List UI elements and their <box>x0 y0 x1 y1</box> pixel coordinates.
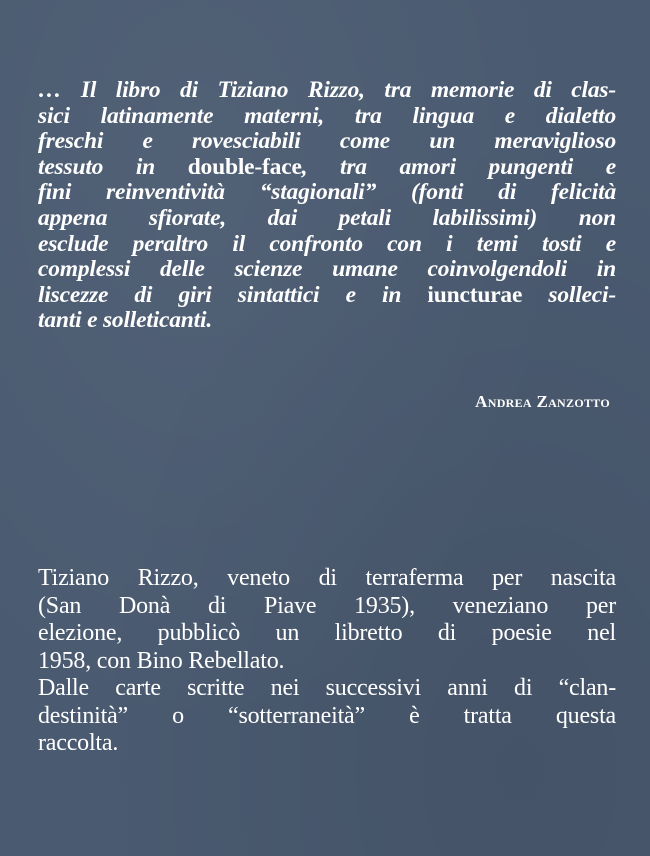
quote-text: sici latinamente materni, tra lingua e dialetto <box>38 102 616 129</box>
quote-line <box>38 232 616 258</box>
quote-line <box>38 180 616 206</box>
quote-line <box>38 206 616 232</box>
quote-author: Andrea Zanzotto <box>475 392 610 411</box>
quote-text: liscezze di giri sintattici e in <box>38 281 428 308</box>
quote-text: tessuto in <box>38 153 188 180</box>
quote-text: solleci- <box>522 281 616 308</box>
bio-line: (San Donà di Piave 1935), veneziano per <box>38 592 616 619</box>
bio-line: destinità” o “sotterraneità” è tratta questa <box>38 702 616 729</box>
quote-line <box>38 104 616 130</box>
quote-text: fini reinventività “stagionali” (fonti di felicità <box>38 179 616 206</box>
bio-line: elezione, pubblicò un libretto di poesie nel <box>38 620 616 646</box>
quote-block <box>38 78 616 334</box>
quote-text: freschi e rovesciabili come un meraviglioso <box>38 128 616 155</box>
quote-text: tanti e solleticanti. <box>38 307 213 334</box>
quote-upright-term: double-face <box>187 153 302 180</box>
bio-line: raccolta. <box>38 730 119 756</box>
quote-text: appena sfiorate, dai petali labilissimi) non <box>38 204 616 231</box>
author-bio <box>38 565 616 758</box>
quote-text: esclude peraltro il confronto con i temi tosti e <box>38 230 616 257</box>
quote-line <box>38 283 616 309</box>
quote-line <box>38 308 616 334</box>
bio-line: Dalle carte scritte nei successivi anni di “clan- <box>38 675 616 701</box>
quote-line <box>38 155 616 181</box>
quote-line <box>38 257 616 283</box>
quote-text: complessi delle scienze umane coinvolgendoli in <box>38 256 616 283</box>
quote-text: … Il libro di Tiziano Rizzo, tra memorie di clas- <box>38 77 616 103</box>
quote-text: , tra amori pungenti e <box>301 153 617 180</box>
bio-line: 1958, con Bino Rebellato. <box>38 647 285 674</box>
bio-line: Tiziano Rizzo, veneto di terraferma per nascita <box>38 565 616 591</box>
quote-line <box>38 78 616 104</box>
quote-line <box>38 129 616 155</box>
quote-upright-term: iuncturae <box>427 281 523 308</box>
